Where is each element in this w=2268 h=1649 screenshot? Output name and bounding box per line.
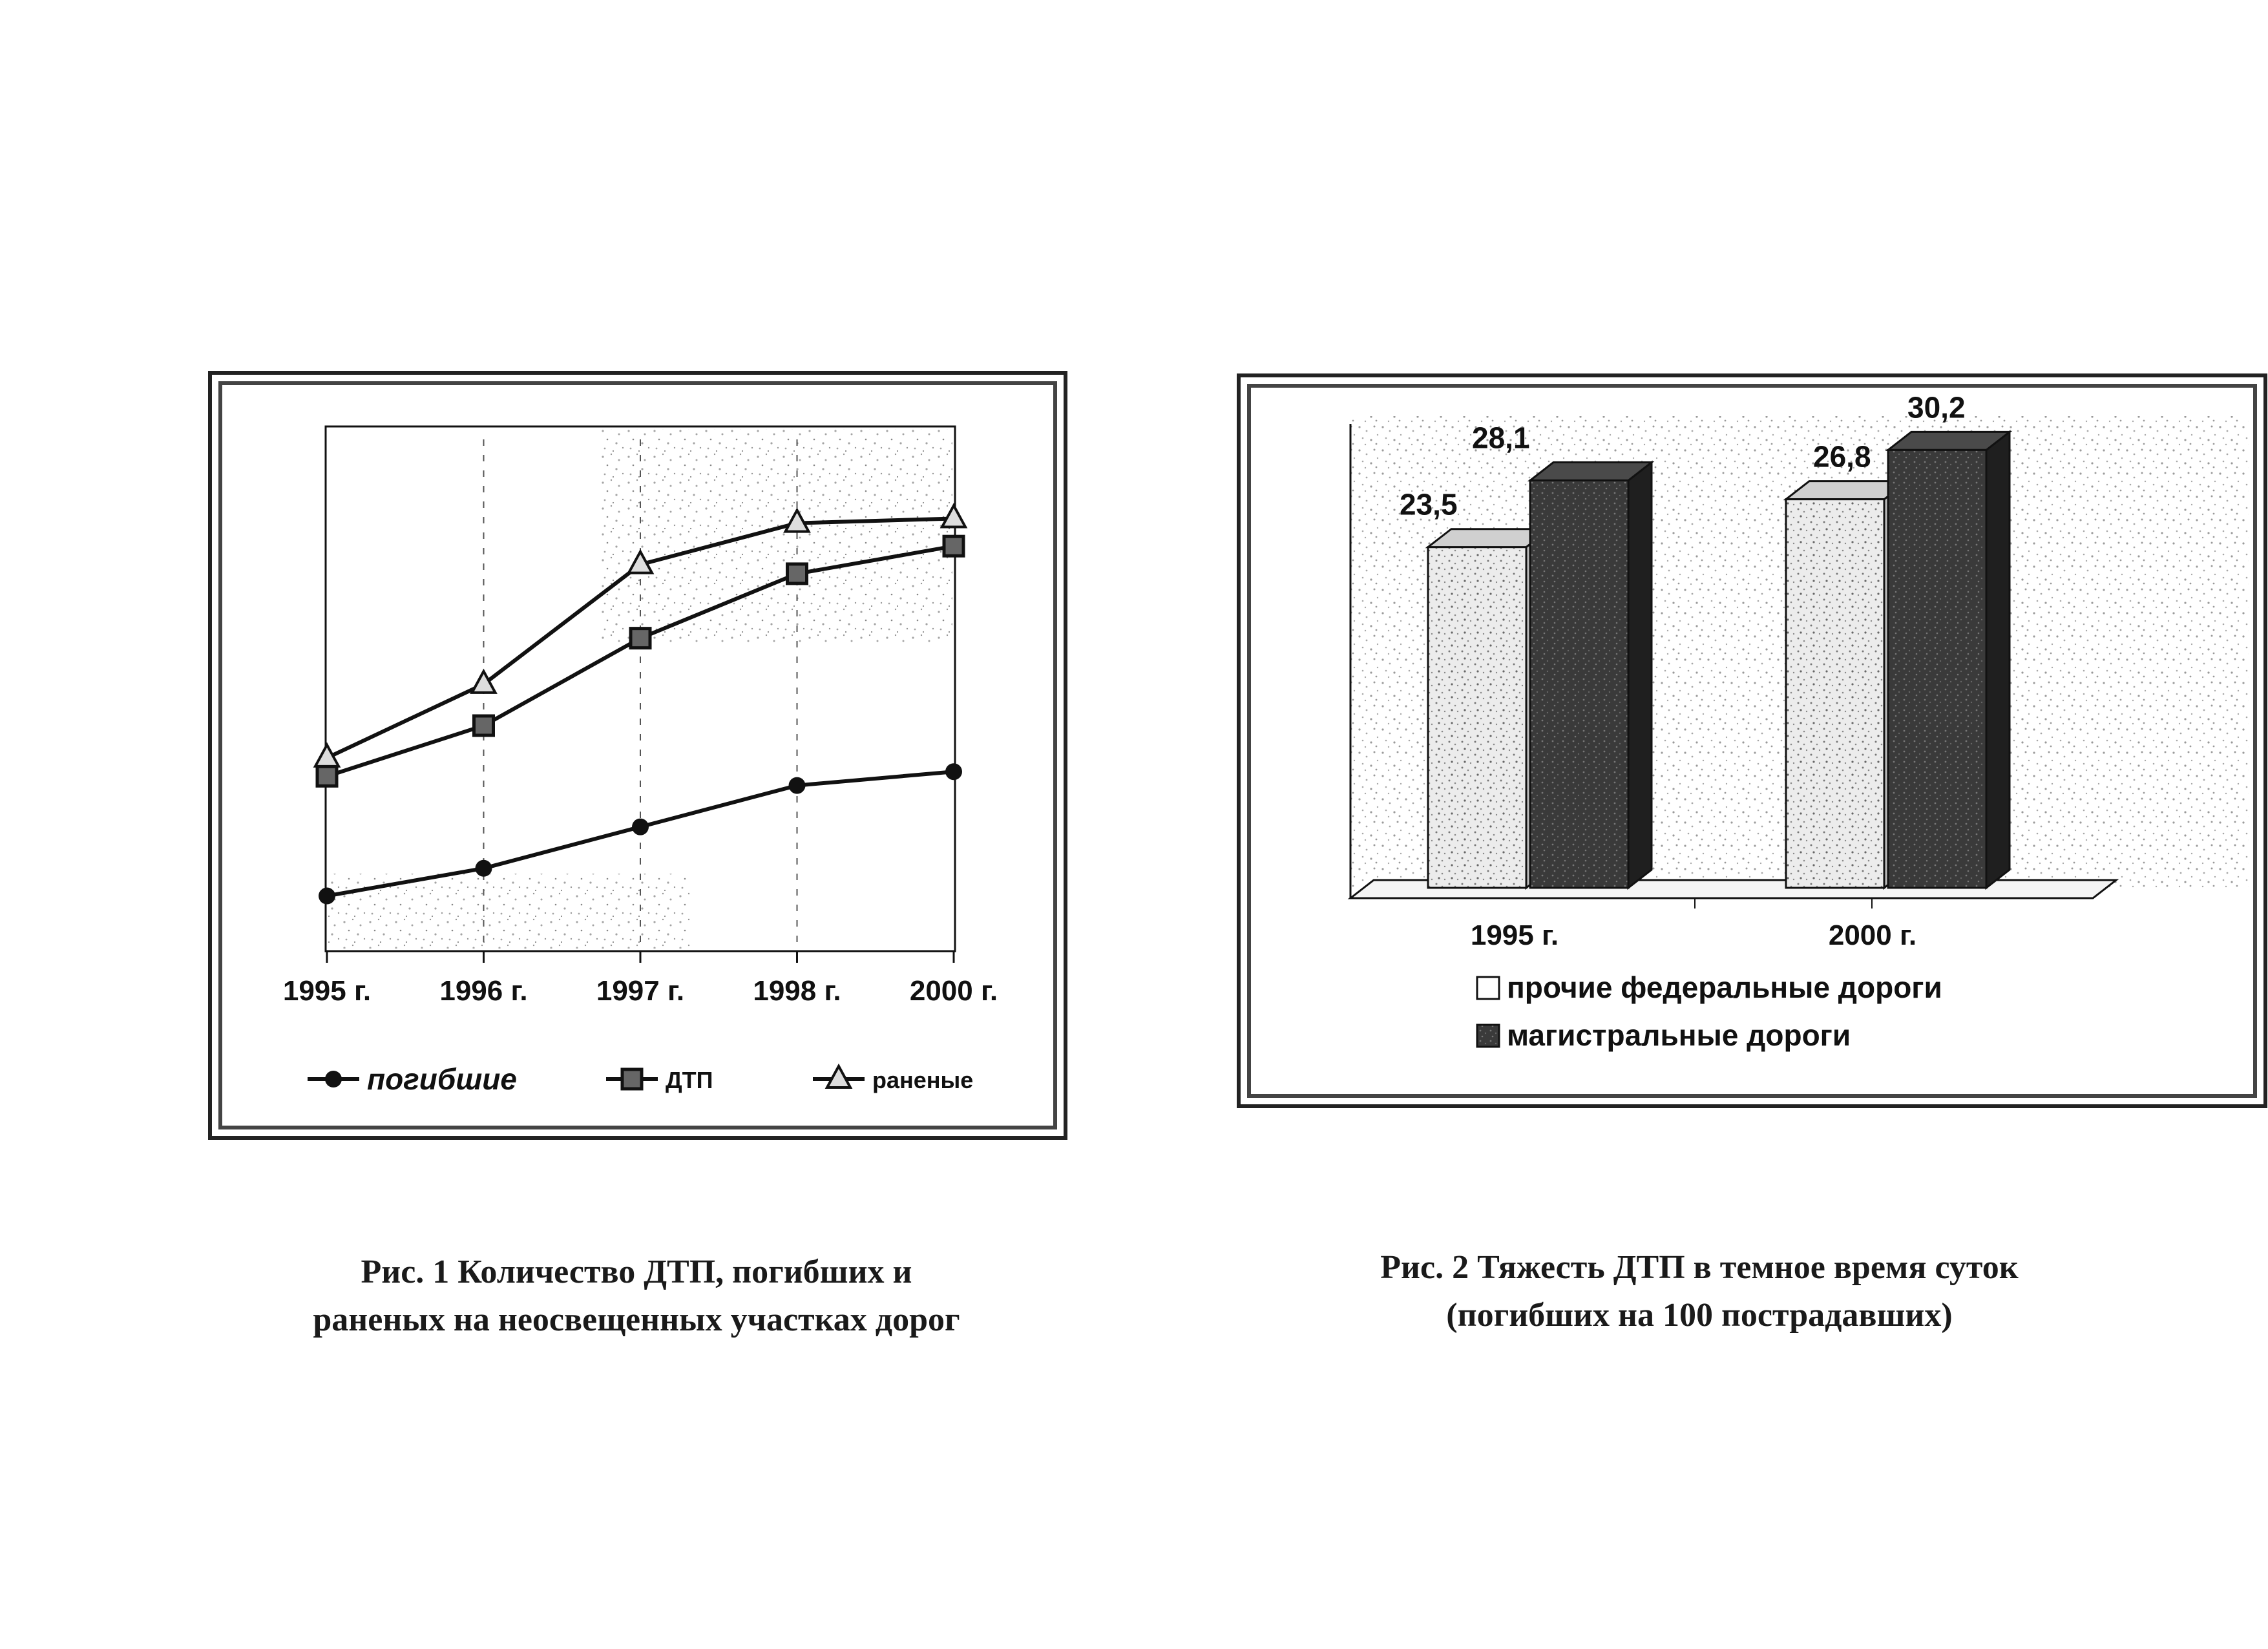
point-marker [789,777,806,794]
bar-chart [1241,377,2263,1104]
bar [1786,499,1884,888]
point-marker [944,536,963,556]
x-tick-label: 1995 г. [282,975,372,1007]
figure-2-caption-line-2: (погибших на 100 пострадавших) [1446,1297,1953,1334]
point-marker [788,564,807,583]
legend-label: раненые [872,1067,974,1093]
x-tick-label: 1996 г. [439,975,528,1007]
figure-1-caption-line-1: Рис. 1 Количество ДТП, погибших и [361,1254,912,1290]
point-marker [317,766,337,786]
point-marker [474,716,494,735]
legend-marker-circle [325,1071,342,1087]
data-label: 28,1 [1472,421,1530,455]
legend-label: магистральные дороги [1507,1018,1851,1052]
figure-2-caption [1228,1244,2171,1339]
x-tick-label: 1995 г. [1470,919,1559,951]
legend-label: ДТП [666,1067,713,1093]
legend-label: погибшие [367,1062,517,1096]
data-label: 26,8 [1813,439,1871,474]
bar-top [1530,463,1652,481]
figure-1-caption-line-2: раненых на неосвещенных участках дорог [313,1301,960,1338]
figure-1-frame [208,371,1067,1140]
bar-side [1986,432,2010,888]
line-chart [212,375,1064,1136]
point-marker [319,888,335,905]
figure-2-frame [1237,373,2267,1108]
legend-marker-triangle [827,1066,850,1087]
figure-2-caption-line-1: Рис. 2 Тяжесть ДТП в темное время суток [1380,1249,2019,1286]
legend-label: прочие федеральные дороги [1507,971,1942,1004]
legend-marker-square [622,1069,642,1089]
x-tick-label: 2000 г. [1828,919,1917,951]
point-marker [631,629,650,648]
plot-texture-top-right [600,429,952,642]
legend-swatch [1477,1025,1499,1047]
figure-1-caption [213,1248,1060,1344]
data-label: 23,5 [1400,487,1458,521]
data-label: 30,2 [1907,390,1966,425]
bar [1428,547,1526,888]
legend-swatch [1477,977,1499,999]
bar-top [1888,432,2010,450]
x-tick-label: 2000 г. [909,975,998,1007]
point-marker [632,819,649,835]
bar [1530,481,1628,888]
bar-side [1628,463,1652,888]
point-marker [476,860,492,877]
point-marker [945,763,962,780]
x-tick-label: 1997 г. [596,975,685,1007]
bar [1888,450,1986,888]
x-tick-label: 1998 г. [753,975,841,1007]
